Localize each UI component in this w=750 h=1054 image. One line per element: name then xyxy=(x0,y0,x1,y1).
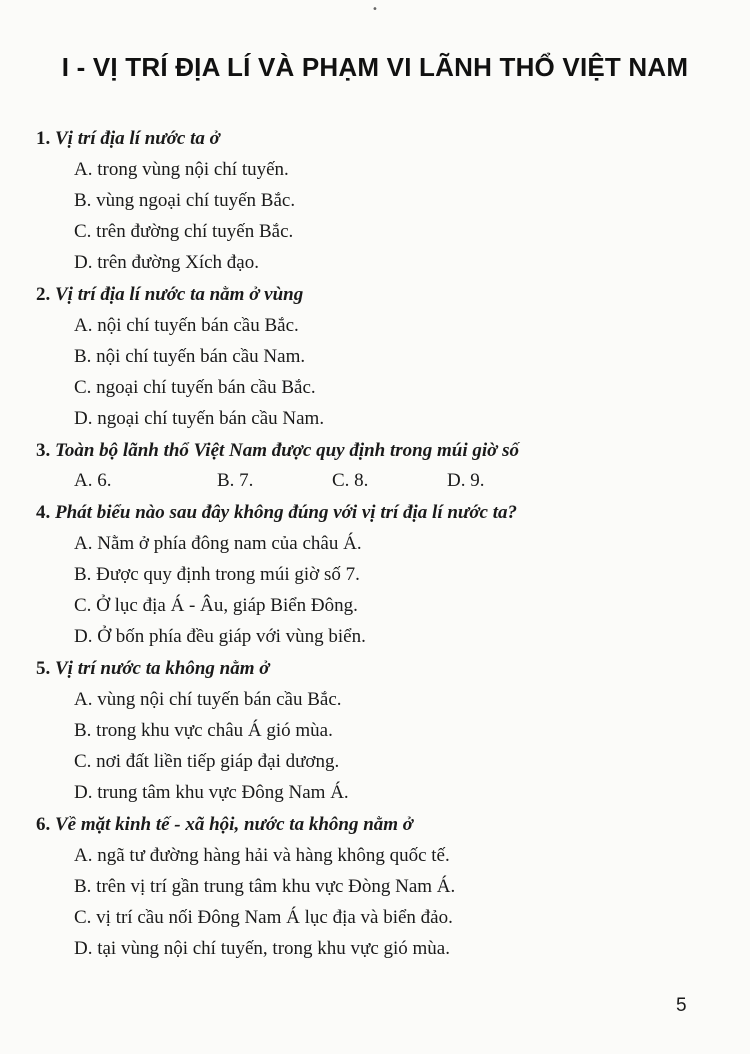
option-2d: D. ngoại chí tuyến bán cầu Nam. xyxy=(74,408,325,429)
question-text: Toàn bộ lãnh thổ Việt Nam được quy định trong múi giờ số xyxy=(55,440,519,461)
question-1 xyxy=(36,128,220,150)
question-text: Vị trí địa lí nước ta nằm ở vùng xyxy=(55,284,304,305)
option-4d: D. Ở bốn phía đều giáp với vùng biển. xyxy=(74,626,366,647)
question-4 xyxy=(36,502,517,524)
option-5b: B. trong khu vực châu Á gió mùa. xyxy=(74,720,333,741)
question-text: Vị trí địa lí nước ta ở xyxy=(55,128,220,149)
option-2b: B. nội chí tuyến bán cầu Nam. xyxy=(74,346,306,367)
question-number: 6. xyxy=(36,814,51,835)
question-number: 5. xyxy=(36,658,51,679)
option-4c: C. Ở lục địa Á - Âu, giáp Biển Đông. xyxy=(74,595,358,616)
scan-speck: • xyxy=(372,4,378,15)
option-6b: B. trên vị trí gần trung tâm khu vực Đòng Nam Á. xyxy=(74,876,456,897)
section-title: I - VỊ TRÍ ĐỊA LÍ VÀ PHẠM VI LÃNH THỔ VIỆT NAM xyxy=(61,52,689,82)
question-6 xyxy=(36,814,413,836)
question-text: Về mặt kinh tế - xã hội, nước ta không nằm ở xyxy=(55,814,413,835)
option-5c: C. nơi đất liền tiếp giáp đại dương. xyxy=(74,751,340,772)
question-text: Phát biểu nào sau đây không đúng với vị trí địa lí nước ta? xyxy=(55,502,517,523)
question-text: Vị trí nước ta không nằm ở xyxy=(55,658,270,679)
option-1a: A. trong vùng nội chí tuyến. xyxy=(74,159,289,180)
question-3 xyxy=(36,440,519,462)
question-number: 1. xyxy=(36,128,51,149)
option-1c: C. trên đường chí tuyến Bắc. xyxy=(74,221,294,242)
question-2 xyxy=(36,284,303,306)
option-1b: B. vùng ngoại chí tuyến Bắc. xyxy=(74,190,296,211)
option-3a: A. 6. xyxy=(74,470,112,491)
option-5a: A. vùng nội chí tuyến bán cầu Bắc. xyxy=(74,689,342,710)
option-2c: C. ngoại chí tuyến bán cầu Bắc. xyxy=(74,377,316,398)
option-4b: B. Được quy định trong múi giờ số 7. xyxy=(74,564,360,585)
question-number: 2. xyxy=(36,284,51,305)
option-6d: D. tại vùng nội chí tuyến, trong khu vực gió mùa. xyxy=(74,938,450,959)
option-6c: C. vị trí cầu nối Đông Nam Á lục địa và biển đảo. xyxy=(74,907,453,928)
option-5d: D. trung tâm khu vực Đông Nam Á. xyxy=(74,782,349,803)
option-6a: A. ngã tư đường hàng hải và hàng không quốc tế. xyxy=(74,845,450,866)
option-2a: A. nội chí tuyến bán cầu Bắc. xyxy=(74,315,299,336)
option-4a: A. Nằm ở phía đông nam của châu Á. xyxy=(74,533,362,554)
question-5 xyxy=(36,658,269,680)
question-number: 4. xyxy=(36,502,51,523)
option-3b: B. 7. xyxy=(217,470,254,491)
option-3d: D. 9. xyxy=(447,470,485,491)
option-1d: D. trên đường Xích đạo. xyxy=(74,252,259,273)
question-number: 3. xyxy=(36,440,51,461)
option-3c: C. 8. xyxy=(332,470,369,491)
page-number: 5 xyxy=(676,995,687,1016)
